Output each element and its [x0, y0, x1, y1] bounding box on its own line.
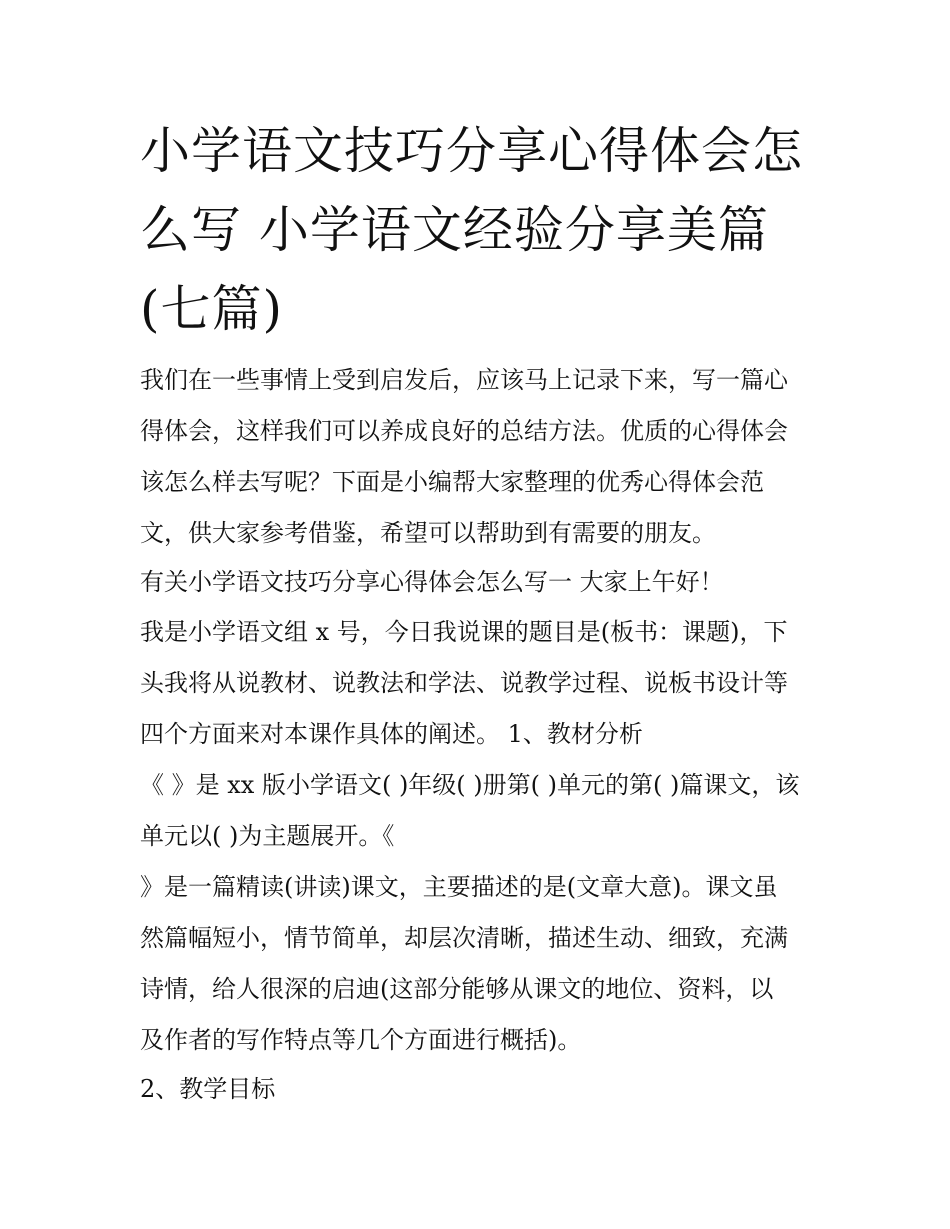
paragraph-line: 》是一篇精读(讲读)课文，主要描述的是(文章大意)。课文虽: [140, 873, 778, 901]
paragraph-line: 我们在一些事情上受到启发后，应该马上记录下来，写一篇心: [140, 366, 788, 394]
title-line: 小学语文技巧分享心得体会怎: [140, 122, 803, 180]
text-analysis-paragraph: [140, 862, 820, 1066]
teaching-goals-heading: [140, 1064, 820, 1115]
section-heading: [140, 557, 820, 608]
paragraph-line: 头我将从说教材、说教法和学法、说教学过程、说板书设计等: [140, 669, 788, 697]
paragraph-line: 然篇幅短小，情节简单，却层次清晰，描述生动、细致，充满: [140, 924, 788, 952]
paragraph-line: 我是小学语文组 x 号，今日我说课的题目是(板书：课题)，下: [140, 618, 788, 646]
intro-paragraph: [140, 355, 820, 559]
title-line: (七篇): [140, 280, 284, 338]
paragraph-line: 该怎么样去写呢？下面是小编帮大家整理的优秀心得体会范: [140, 468, 764, 496]
textbook-info-paragraph: [140, 760, 820, 862]
title-line: 么写 小学语文经验分享美篇: [140, 201, 769, 259]
paragraph-line: 四个方面来对本课作具体的阐述。 1、教材分析: [140, 720, 643, 748]
paragraph-line: 及作者的写作特点等几个方面进行概括)。: [140, 1026, 582, 1054]
paragraph-line: 《 》是 xx 版小学语文( )年级( )册第( )单元的第( )篇课文，该: [140, 771, 800, 799]
paragraph-line: 文，供大家参考借鉴，希望可以帮助到有需要的朋友。: [140, 519, 716, 547]
speech-intro-paragraph: [140, 607, 820, 760]
paragraph-line: 得体会，这样我们可以养成良好的总结方法。优质的心得体会: [140, 417, 788, 445]
paragraph-line: 2、教学目标: [140, 1075, 276, 1103]
paragraph-line: 有关小学语文技巧分享心得体会怎么写一 大家上午好！: [140, 568, 724, 596]
paragraph-line: 单元以( )为主题展开。《: [140, 822, 395, 850]
paragraph-line: 诗情，给人很深的启迪(这部分能够从课文的地位、资料，以: [140, 975, 774, 1003]
document-title: [140, 112, 820, 349]
